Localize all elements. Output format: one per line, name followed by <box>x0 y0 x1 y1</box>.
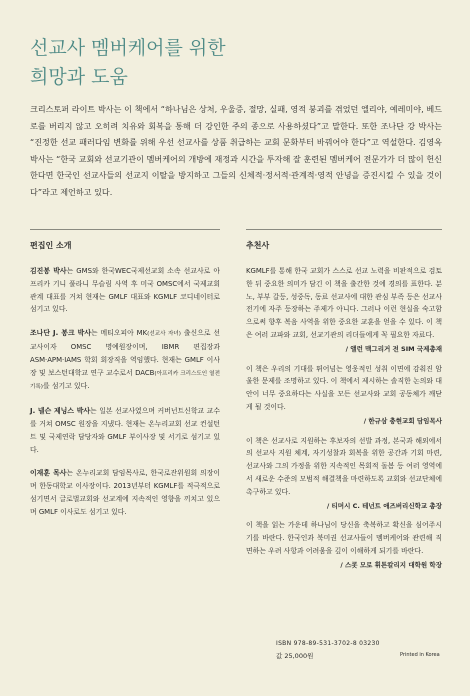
divider-left <box>30 229 220 230</box>
editor-bio-note: (아프리카 크리스도인 열전 기록) <box>30 370 220 391</box>
editor-bio: 는 메티오피아 MK <box>91 329 148 338</box>
editor-bio-note: (선교사 자녀) <box>147 331 181 338</box>
recommendation-author: / 스콧 모로 휘튼칼리지 대학원 학장 <box>340 560 442 569</box>
recommendation-text: 이 책을 읽는 가운데 하나님이 당신을 축복하고 확신을 심어주시기를 바란다. 한국인과 북미권 선교사들이 멤버케어와 관련해 직면하는 우려 사항과 어려움을 깊이 이해하게 되기를 바란다. <box>246 521 442 555</box>
editor-bio-cont: 출신으로 선교사이자 OMSC 명예원장이며, IBMR 편집장과 ASM·APM·IAMS 학회 회장직을 역임했다. 현재는 GMLF 이사장 및 보스턴대학교 연구 교수로서 DACB <box>30 329 220 377</box>
recommendation <box>246 265 442 356</box>
recommendation-text: 이 책은 우리의 기대를 뛰어넘는 영웅적인 성취 이면에 감춰진 암울한 문제를 조명하고 있다. 이 책에서 제시하는 솔직한 논의와 대안이 너무 중요하다는 사실을 모든 선교사와 교회 공동체가 깨닫게 될 것이다. <box>246 364 442 411</box>
editor-bio-cont: 를 섬기고 있다. <box>43 382 90 391</box>
recommendations-heading: 추천사 <box>246 241 270 250</box>
editor-entry <box>30 327 220 394</box>
editor-entry <box>30 405 220 456</box>
editors-column <box>30 265 220 530</box>
editor-bio: 는 일본 선교사였으며 커버넌트신학교 교수를 거쳐 OMSC 원장을 지냈다. 현재는 온누리교회 선교 컨설턴트 및 국제연락 담당자와 GMLF 부이사장 및 서기로 섬기고 있다. <box>30 407 220 454</box>
editor-name: 김진봉 박사 <box>30 267 67 275</box>
recommendations-column <box>246 265 442 579</box>
editor-name: J. 넬슨 제닝스 박사 <box>30 407 91 416</box>
editor-bio: 는 온누리교회 담임목사로, 한국로잔위원회 의장이며 한동대학교 이사장이다. 2013년부터 KGMLF를 적극적으로 섬기면서 글로벌교회와 선교계에 지속적인 영향을 끼치고 있으며 GMLF 이사로도 섬기고 있다. <box>30 469 221 516</box>
recommendation-text: KGMLF를 통해 한국 교회가 스스로 선교 노력을 비판적으로 검토한 뒤 중요한 의미가 담긴 이 책을 출간한 것에 경의를 표한다. 분노, 부부 갈등, 성중독, 동료 선교사에 대한 관심 부족 등은 선교사 전기에 자주 등장하는 주제가 아니다. 그러나 이런 현실을 숙고함으로써 향후 복음 사역을 위한 중요한 교훈을 얻을 수 있다. 이 책은 여러 교파와 교회, 선교기관의 리더들에게 꼭 필요한 자료다. <box>246 267 442 339</box>
recommendation-author: / 한규삼 충현교회 담임목사 <box>363 416 442 425</box>
title-line-1: 선교사 멤버케어를 위한 <box>30 37 226 59</box>
editor-name: 조나단 J. 봉크 박사 <box>30 329 91 338</box>
isbn-number: ISBN 978-89-531-3702-8 03230 <box>276 640 380 647</box>
recommendation <box>246 519 442 571</box>
recommendation <box>246 435 442 513</box>
recommendation-text: 이 책은 선교사로 지원하는 후보자의 선발 과정, 본국과 해외에서의 선교사 지원 체계, 자기성찰과 회복을 위한 공간과 기회 마련, 선교사와 그의 가정을 위한 지속적인 목회적 돌봄 등 여러 영역에서 새로운 수준의 모범적 해결책을 마련하도록 교회와 선교단체에 촉구하고 있다. <box>246 436 442 496</box>
divider-right <box>246 229 442 230</box>
book-title <box>30 34 226 92</box>
editor-bio: 는 GMS와 한국WEC국제선교회 소속 선교사로 아프리카 기니 풀라니 무슬림 사역 후 미국 OMSC에서 국제교회관계 대표를 거쳐 현재는 GMLF 대표와 KGMLF 코디네이터로 섬기고 있다. <box>30 267 221 314</box>
recommendation-author: / 티머시 C. 테넌트 애즈버리신학교 총장 <box>326 501 442 510</box>
title-line-2: 희망과 도움 <box>30 66 128 88</box>
recommendation <box>246 363 442 428</box>
editor-name: 이재훈 목사 <box>30 469 67 478</box>
price-label: 값 25,000원 <box>276 652 314 660</box>
printed-in-label: Printed in Korea <box>400 652 440 658</box>
editor-entry <box>30 467 220 518</box>
editors-heading: 편집인 소개 <box>30 241 72 250</box>
recommendation-author: / 앨런 맥그리거 전 SIM 국제총재 <box>345 344 442 353</box>
editor-entry <box>30 265 220 316</box>
intro-paragraph: 크리스토퍼 라이트 박사는 이 책에서 “하나님은 상처, 우울증, 절망, 실패, 영적 붕괴를 겪었던 엘리야, 예레미야, 베드로를 버리지 않고 오히려 치유와 회복을 통해 더 강인한 주의 종으로 사용하셨다”고 말한다. 또한 조나단 강 박사는 “진정한 선교 패러다임 변화를 위해 우선 선교사를 상품 취급하는 교회 문화부터 바꿔어야 한다”고 역설한다. 김영옥 박사는 “한국 교회와 선교기관이 멤버케어의 개방에 재정과 시간을 투자해 잘 훈련된 멤버케어 전문가가 더 많이 헌신한다면 한국인 선교사들의 선교지 이탈을 방지하고 그들의 신체적·정서적·관계적·영적 안녕을 증진시킬 수 있을 것이다”라고 제언하고 있다. <box>30 104 442 197</box>
